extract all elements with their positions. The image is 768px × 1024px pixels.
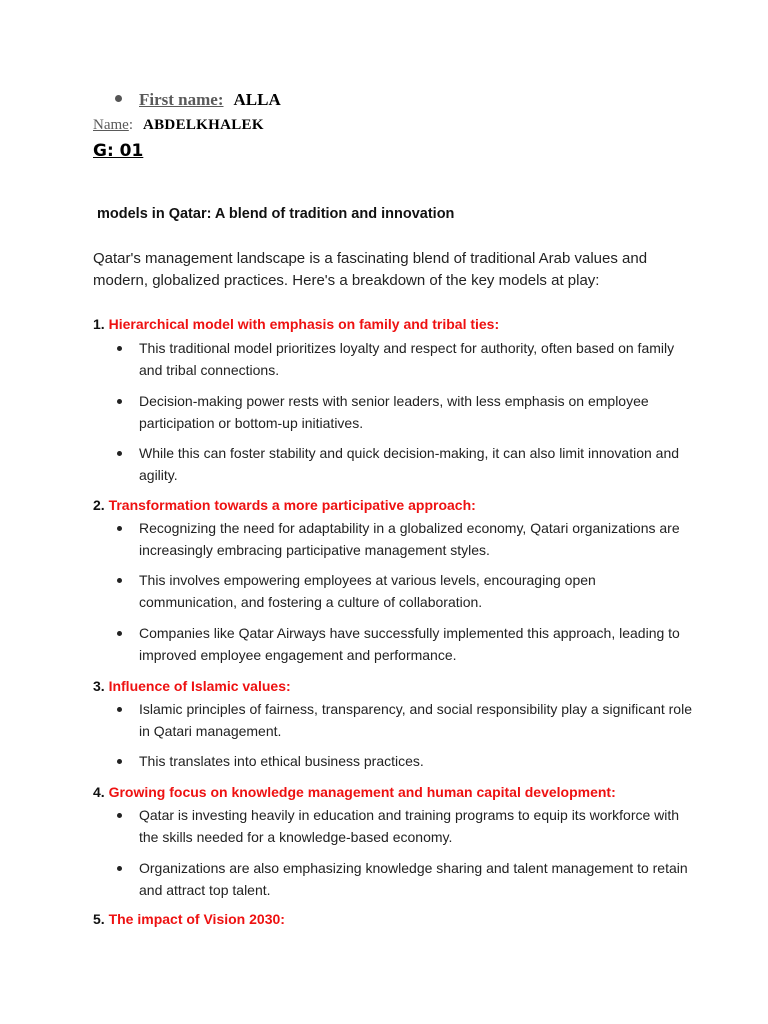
section-number: 5.	[93, 911, 109, 927]
list-item: Qatar is investing heavily in education and training programs to equip its workforce with the skills needed for a knowledge-based economy.	[93, 804, 693, 848]
section-4	[93, 782, 693, 901]
list-item: This involves empowering employees at various levels, encouraging open communication, and fostering a culture of collaboration.	[93, 569, 693, 613]
bullet-list	[93, 337, 693, 486]
section-heading	[93, 909, 693, 929]
list-item: Organizations are also emphasizing knowledge sharing and talent management to retain and attract top talent.	[93, 857, 693, 901]
name-value: ABDELKHALEK	[143, 117, 264, 133]
first-name-row	[115, 90, 281, 110]
section-number: 3.	[93, 678, 109, 694]
name-colon: :	[128, 117, 133, 133]
bullet-list	[93, 698, 693, 772]
list-item: Islamic principles of fairness, transparency, and social responsibility play a significant role in Qatari management.	[93, 698, 693, 742]
section-title: Hierarchical model with emphasis on family and tribal ties:	[108, 316, 500, 332]
bullet-list	[93, 804, 693, 901]
name-row	[93, 117, 264, 134]
group-label: G: 01	[93, 141, 144, 161]
list-item: Recognizing the need for adaptability in a globalized economy, Qatari organizations are increasingly embracing participative management styles.	[93, 517, 693, 561]
section-number: 1.	[93, 316, 109, 332]
section-number: 4.	[93, 784, 109, 800]
section-title: Growing focus on knowledge management and human capital development:	[108, 784, 616, 800]
section-heading	[93, 676, 693, 696]
section-5	[93, 909, 693, 929]
list-item: This translates into ethical business practices.	[93, 750, 693, 772]
first-name-value: ALLA	[233, 90, 281, 109]
section-heading	[93, 314, 693, 334]
list-item: Decision-making power rests with senior leaders, with less emphasis on employee participation or bottom-up initiatives.	[93, 390, 693, 434]
name-label: Name	[93, 117, 129, 133]
bullet-icon	[115, 95, 122, 102]
section-number: 2.	[93, 497, 109, 513]
section-heading	[93, 782, 693, 802]
document-title: models in Qatar: A blend of tradition and innovation	[97, 206, 455, 222]
list-item: Companies like Qatar Airways have successfully implemented this approach, leading to improved employee engagement and performance.	[93, 622, 693, 666]
section-2	[93, 495, 693, 666]
section-1	[93, 314, 693, 486]
section-title: The impact of Vision 2030:	[108, 911, 285, 927]
list-item: This traditional model prioritizes loyalty and respect for authority, often based on family and tribal connections.	[93, 337, 693, 381]
section-title: Transformation towards a more participative approach:	[108, 497, 476, 513]
bullet-list	[93, 517, 693, 666]
first-name-label: First name:	[139, 90, 224, 109]
list-item: While this can foster stability and quick decision-making, it can also limit innovation and agility.	[93, 442, 693, 486]
section-heading	[93, 495, 693, 515]
intro-paragraph: Qatar's management landscape is a fascinating blend of traditional Arab values and modern, globalized practices. Here's a breakdown of the key models at play:	[93, 250, 648, 289]
section-3	[93, 676, 693, 772]
section-title: Influence of Islamic values:	[108, 678, 291, 694]
